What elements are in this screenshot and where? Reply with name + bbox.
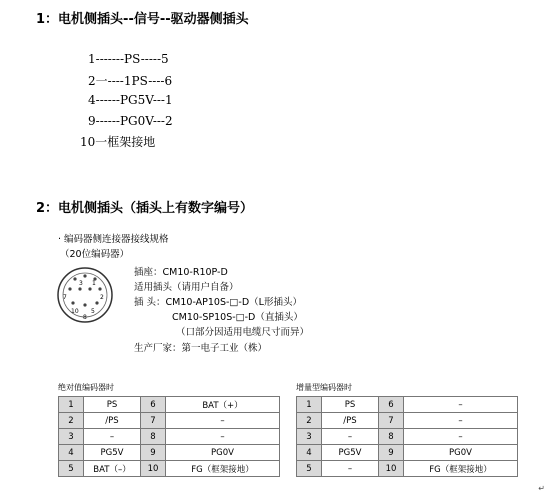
pin-number: 2 (297, 413, 322, 429)
pin-number: 1 (297, 397, 322, 413)
signal-cell: PG0V (404, 445, 518, 461)
spec-title: · 编码器侧连接器接线规格 (58, 234, 169, 245)
signal-cell: PG0V (166, 445, 280, 461)
signal-cell: – (322, 429, 379, 445)
pin-number: 7 (141, 413, 166, 429)
wiring-line-1: 1-------PS-----5 (88, 52, 169, 66)
pin-number: 10 (141, 461, 166, 477)
table-row (297, 445, 518, 461)
table-abs-title: 绝对值编码器时 (58, 383, 114, 392)
spec-manufacturer: 生产厂家：第一电子工业（株） (134, 343, 268, 354)
wiring-line-3: 4------PG5V---1 (88, 93, 173, 107)
table-row (59, 413, 280, 429)
table-abs (58, 396, 280, 477)
pin-number: 4 (59, 445, 84, 461)
pin-number: 5 (297, 461, 322, 477)
table-inc-title: 增量型编码器时 (296, 383, 352, 392)
pin-label: 1 (92, 280, 96, 287)
pin-label: 2 (100, 294, 104, 301)
table-row (59, 445, 280, 461)
signal-cell: PS (322, 397, 379, 413)
pin-label: 5 (91, 308, 95, 315)
pin-label: 8 (83, 314, 87, 321)
signal-cell: PG5V (84, 445, 141, 461)
pin-number: 6 (141, 397, 166, 413)
table-row (297, 397, 518, 413)
connector-diagram (55, 265, 115, 325)
section2-heading: 2：电机侧插头（插头上有数字编号） (36, 201, 254, 216)
pin-number: 4 (297, 445, 322, 461)
spec-plug-l: 插 头：CM10-AP10S-□-D（L形插头） (134, 297, 302, 308)
signal-cell: – (166, 429, 280, 445)
signal-cell: PS (84, 397, 141, 413)
signal-cell: BAT（–） (84, 461, 141, 477)
signal-cell: – (166, 413, 280, 429)
pin-number: 8 (379, 429, 404, 445)
signal-cell: – (404, 413, 518, 429)
pin-number: 6 (379, 397, 404, 413)
pin-number: 1 (59, 397, 84, 413)
wiring-line-5: 10一框架接地 (80, 135, 156, 149)
table-row (297, 413, 518, 429)
table-row (297, 429, 518, 445)
table-row (59, 461, 280, 477)
pin-number: 10 (379, 461, 404, 477)
signal-cell: FG（框架接地） (404, 461, 518, 477)
pin-label: 7 (63, 294, 67, 301)
pin-number: 5 (59, 461, 84, 477)
pin-number: 8 (141, 429, 166, 445)
signal-cell: – (84, 429, 141, 445)
table-row (59, 429, 280, 445)
spec-plug-straight: CM10-SP10S-□-D（直插头） (172, 312, 303, 323)
pin-number: 3 (59, 429, 84, 445)
pin-label: 10 (71, 308, 79, 315)
paragraph-mark: ↵ (538, 484, 545, 493)
signal-cell: – (404, 397, 518, 413)
signal-cell: /PS (84, 413, 141, 429)
pin-label: 3 (79, 280, 83, 287)
pin-number: 3 (297, 429, 322, 445)
signal-cell: PG5V (322, 445, 379, 461)
wiring-line-4: 9------PG0V---2 (88, 114, 173, 128)
signal-cell: BAT（+） (166, 397, 280, 413)
table-row (297, 461, 518, 477)
signal-cell: – (322, 461, 379, 477)
spec-socket: 插座：CM10-R10P-D (134, 267, 228, 278)
signal-cell: – (404, 429, 518, 445)
signal-cell: FG（框架接地） (166, 461, 280, 477)
table-row (59, 397, 280, 413)
pin-number: 9 (141, 445, 166, 461)
spec-note: （口部分因适用电缆尺寸而异） (176, 327, 310, 338)
section1-heading: 1：电机侧插头--信号--驱动器侧插头 (36, 12, 249, 27)
signal-cell: /PS (322, 413, 379, 429)
spec-subtitle: （20位编码器） (60, 249, 130, 260)
table-inc (296, 396, 518, 477)
pin-number: 9 (379, 445, 404, 461)
wiring-line-2: 2一----1PS----6 (88, 74, 173, 88)
pin-number: 7 (379, 413, 404, 429)
pin-number: 2 (59, 413, 84, 429)
spec-applicable: 适用插头（请用户自备） (134, 282, 239, 293)
